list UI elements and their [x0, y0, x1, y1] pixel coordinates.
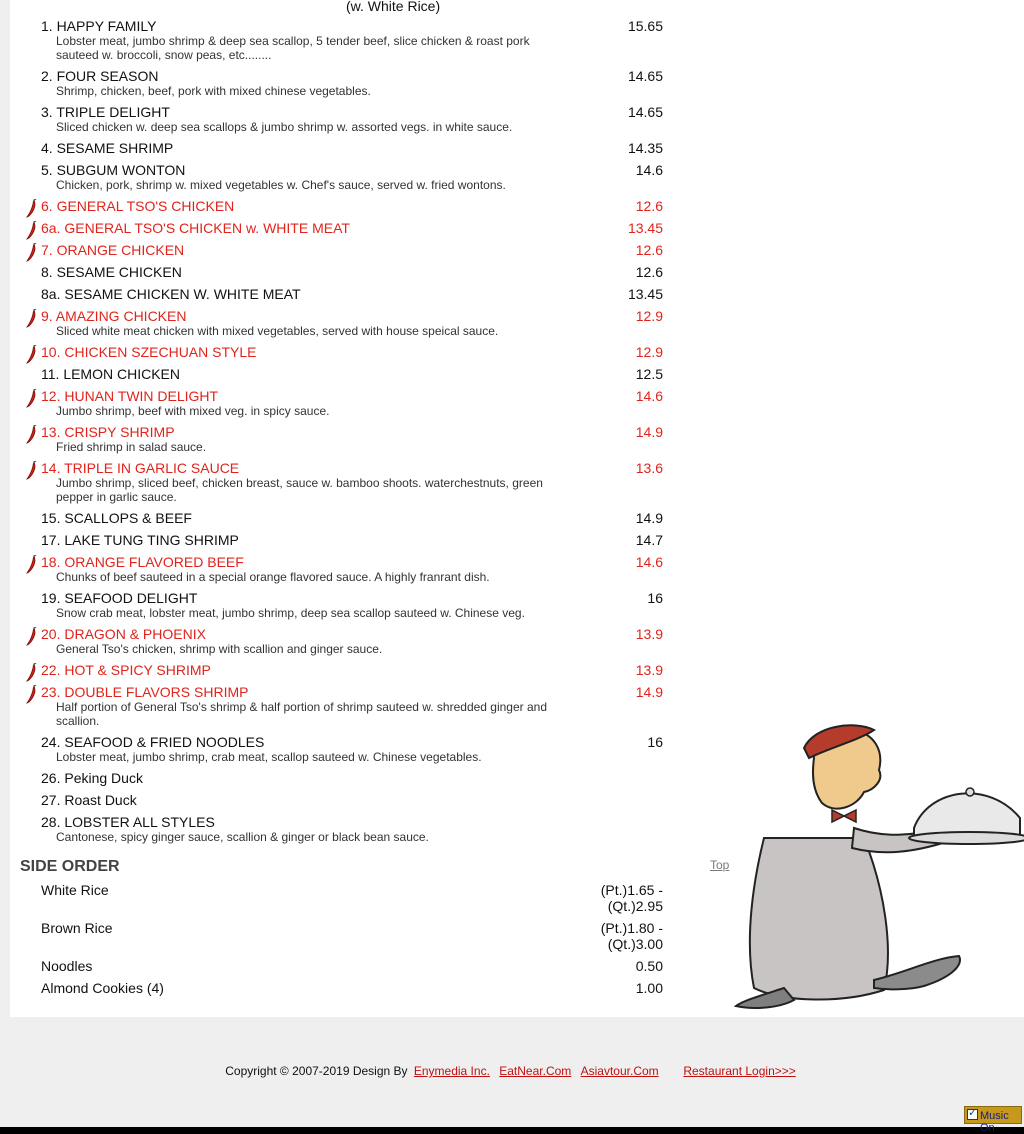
menu-item-name: 28. LOBSTER ALL STYLES: [41, 814, 215, 830]
menu-item-name: 26. Peking Duck: [41, 770, 143, 786]
menu-item-name: 6a. GENERAL TSO'S CHICKEN w. WHITE MEAT: [41, 220, 350, 236]
menu-item-description: Shrimp, chicken, beef, pork with mixed chinese vegetables.: [56, 84, 371, 98]
menu-item-name: 20. DRAGON & PHOENIX: [41, 626, 206, 642]
menu-item-price: 15.65: [627, 18, 663, 34]
menu-item-price: 14.6: [635, 388, 663, 404]
menu-item-name: 2. FOUR SEASON: [41, 68, 159, 84]
menu-item-price: 14.9: [635, 684, 663, 700]
chili-pepper-icon: [25, 221, 37, 241]
menu-panel: [10, 0, 750, 1007]
menu-item-price: 14.35: [627, 140, 663, 156]
menu-item-description: Cantonese, spicy ginger sauce, scallion & ginger or black bean sauce.: [56, 830, 429, 844]
menu-item-description: Lobster meat, jumbo shrimp, crab meat, scallop sauteed w. Chinese vegetables.: [56, 750, 482, 764]
menu-item-name: 7. ORANGE CHICKEN: [41, 242, 185, 258]
chili-pepper-icon: [25, 555, 37, 575]
menu-item-name: 8. SESAME CHICKEN: [41, 264, 182, 280]
side-item-name: Brown Rice: [41, 920, 113, 936]
menu-item-name: 22. HOT & SPICY SHRIMP: [41, 662, 211, 678]
menu-item-description: Half portion of General Tso's shrimp & half portion of shrimp sauteed w. shredded ginger and scallion.: [56, 700, 548, 728]
menu-item-price: 12.9: [635, 344, 663, 360]
menu-item-name: 24. SEAFOOD & FRIED NOODLES: [41, 734, 265, 750]
asiavtour-link[interactable]: Asiavtour.Com: [580, 1064, 659, 1078]
menu-item-name: 14. TRIPLE IN GARLIC SAUCE: [41, 460, 240, 476]
eatnear-link[interactable]: EatNear.Com: [499, 1064, 572, 1078]
page-left-strip: [0, 0, 10, 1017]
side-item-price-line1: (Pt.)1.80 -: [600, 920, 663, 936]
side-item-name: Almond Cookies (4): [41, 980, 164, 996]
menu-item-price: 16: [647, 734, 663, 750]
menu-item-price: 16: [647, 590, 663, 606]
menu-item-name: 17. LAKE TUNG TING SHRIMP: [41, 532, 239, 548]
menu-item-description: Fried shrimp in salad sauce.: [56, 440, 207, 454]
chili-pepper-icon: [25, 425, 37, 445]
section-note: (w. White Rice): [346, 0, 441, 14]
menu-item-price: 12.9: [635, 308, 663, 324]
restaurant-login-link[interactable]: Restaurant Login>>>: [683, 1064, 796, 1078]
menu-item-name: 27. Roast Duck: [41, 792, 137, 808]
menu-item-description: Jumbo shrimp, beef with mixed veg. in spicy sauce.: [56, 404, 330, 418]
chili-pepper-icon: [25, 199, 37, 219]
menu-item-name: 12. HUNAN TWIN DELIGHT: [41, 388, 219, 404]
side-item-name: White Rice: [41, 882, 109, 898]
menu-item-name: 10. CHICKEN SZECHUAN STYLE: [41, 344, 257, 360]
bottom-bar: [0, 1127, 1024, 1134]
menu-item-price: 14.9: [635, 424, 663, 440]
menu-item-price: 13.6: [635, 460, 663, 476]
menu-item-description: Sliced white meat chicken with mixed vegetables, served with house speical sauce.: [56, 324, 499, 338]
chili-pepper-icon: [25, 309, 37, 329]
side-item-price: [636, 980, 663, 996]
footer: [0, 1064, 1024, 1078]
side-item-price-line2: (Qt.)3.00: [607, 936, 663, 952]
menu-item-price: 14.65: [627, 104, 663, 120]
side-item-price-line1: (Pt.)1.65 -: [600, 882, 663, 898]
menu-item-price: 14.6: [635, 554, 663, 570]
menu-item-name: 18. ORANGE FLAVORED BEEF: [41, 554, 244, 570]
menu-item-name: 8a. SESAME CHICKEN W. WHITE MEAT: [41, 286, 301, 302]
side-order-title: SIDE ORDER: [20, 858, 120, 875]
chili-pepper-icon: [25, 627, 37, 647]
chili-pepper-icon: [25, 243, 37, 263]
side-item-name: Noodles: [41, 958, 93, 974]
menu-item-price: 12.6: [635, 264, 663, 280]
menu-item-name: 4. SESAME SHRIMP: [41, 140, 174, 156]
menu-item-price: 13.9: [635, 626, 663, 642]
menu-item-price: 14.9: [635, 510, 663, 526]
music-label: Music On: [980, 1110, 1009, 1134]
menu-item-price: 12.5: [635, 366, 663, 382]
menu-item-price: 14.65: [627, 68, 663, 84]
menu-item-name: 1. HAPPY FAMILY: [41, 18, 157, 34]
copyright-text: Copyright © 2007-2019 Design By: [225, 1064, 408, 1078]
menu-item-name: 9. AMAZING CHICKEN: [41, 308, 187, 324]
menu-item-name: 11. LEMON CHICKEN: [41, 366, 180, 382]
menu-item-description: Snow crab meat, lobster meat, jumbo shrimp, deep sea scallop sauteed w. Chinese veg.: [56, 606, 525, 620]
menu-item-price: 14.7: [635, 532, 663, 548]
waiter-illustration: [724, 718, 1024, 1018]
menu-item-name: 23. DOUBLE FLAVORS SHRIMP: [41, 684, 249, 700]
menu-item-description: General Tso's chicken, shrimp with scallion and ginger sauce.: [56, 642, 383, 656]
menu-item-description: Chunks of beef sauteed in a special orange flavored sauce. A highly franrant dish.: [56, 570, 490, 584]
menu-item-price: 13.9: [635, 662, 663, 678]
menu-item-name: 3. TRIPLE DELIGHT: [41, 104, 170, 120]
chili-pepper-icon: [25, 345, 37, 365]
side-item-price-line2: (Qt.)2.95: [607, 898, 663, 914]
side-item-price: [601, 920, 663, 952]
menu-item-name: 5. SUBGUM WONTON: [41, 162, 186, 178]
menu-item-description: Jumbo shrimp, sliced beef, chicken breast, sauce w. bamboo shoots. waterchestnuts, green pepper in garlic sauce.: [56, 476, 543, 504]
side-item-price: [636, 958, 663, 974]
menu-item-price: 12.6: [635, 198, 663, 214]
side-item-price: [601, 882, 663, 914]
top-link[interactable]: Top: [710, 858, 730, 872]
menu-item-price: 13.45: [627, 220, 663, 236]
menu-item-description: Chicken, pork, shrimp w. mixed vegetables w. Chef's sauce, served w. fried wontons.: [56, 178, 506, 192]
chili-pepper-icon: [25, 389, 37, 409]
music-toggle[interactable]: [964, 1106, 1022, 1134]
chili-pepper-icon: [25, 685, 37, 705]
menu-item-price: 13.45: [627, 286, 663, 302]
menu-item-name: 19. SEAFOOD DELIGHT: [41, 590, 198, 606]
menu-item-name: 13. CRISPY SHRIMP: [41, 424, 175, 440]
side-item-price-line1: 1.00: [635, 980, 663, 996]
menu-item-price: 14.6: [635, 162, 663, 178]
menu-item-name: 15. SCALLOPS & BEEF: [41, 510, 192, 526]
menu-item-description: Lobster meat, jumbo shrimp & deep sea scallop, 5 tender beef, slice chicken & roast pork sauteed w. broccoli, snow peas, etc........: [56, 34, 530, 62]
menu-item-name: 6. GENERAL TSO'S CHICKEN: [41, 198, 235, 214]
chili-pepper-icon: [25, 461, 37, 481]
enymedia-link[interactable]: Enymedia Inc.: [413, 1064, 490, 1078]
menu-item-description: Sliced chicken w. deep sea scallops & jumbo shrimp w. assorted vegs. in white sauce.: [56, 120, 513, 134]
side-item-price-line1: 0.50: [635, 958, 663, 974]
chili-pepper-icon: [25, 663, 37, 683]
menu-item-price: 12.6: [635, 242, 663, 258]
music-checkbox[interactable]: [967, 1109, 978, 1120]
